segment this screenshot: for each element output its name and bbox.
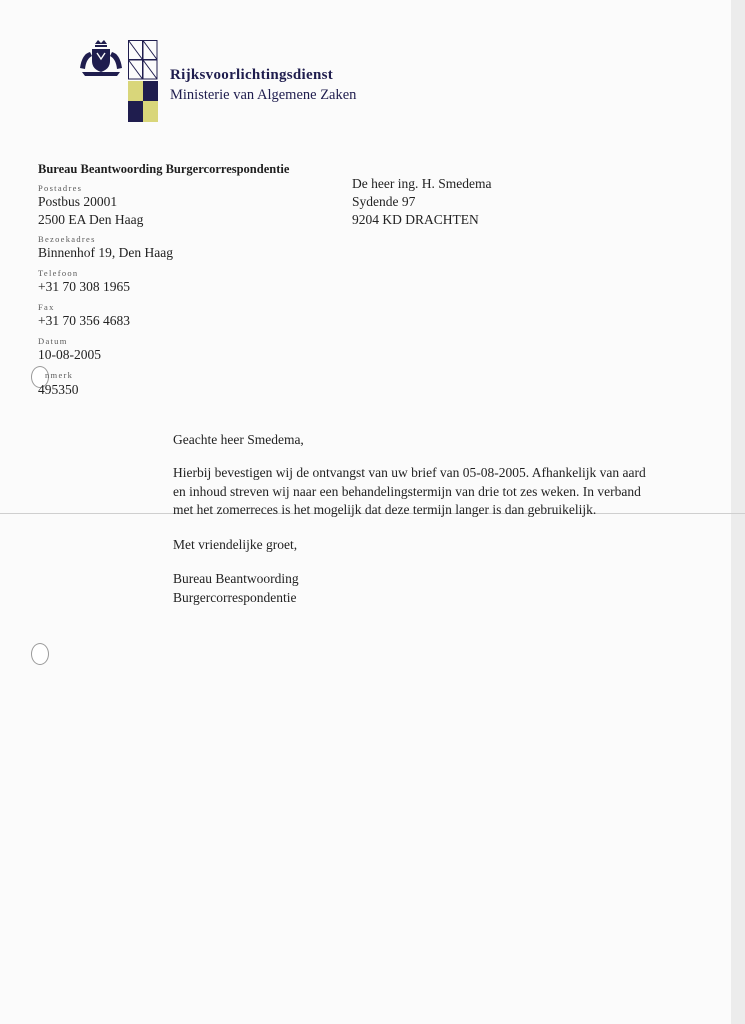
bezoekadres-label: Bezoekadres	[38, 234, 96, 244]
body-paragraph	[173, 464, 713, 520]
postadres-line-2: 2500 EA Den Haag	[38, 212, 144, 227]
paragraph-line: en inhoud streven wij naar een behandelingstermijn van drie tot zes weken. In verband	[173, 483, 641, 499]
postadres-label: Postadres	[38, 183, 83, 193]
paragraph-line: met het zomerreces is het mogelijk dat deze termijn langer is dan gebruikelijk.	[173, 502, 597, 517]
ministry-name: Ministerie van Algemene Zaken	[170, 87, 357, 103]
recipient-line: 9204 KD DRACHTEN	[352, 212, 479, 227]
organization-name: Rijksvoorlichtingsdienst	[170, 67, 334, 83]
coat-of-arms-icon	[76, 38, 126, 80]
datum-value: 10-08-2005	[38, 347, 101, 362]
telefoon-value: +31 70 308 1965	[38, 279, 130, 294]
bezoekadres-value: Binnenhof 19, Den Haag	[38, 245, 173, 260]
closing: Met vriendelijke groet,	[173, 537, 298, 552]
signature-line: Bureau Beantwoording	[173, 571, 299, 586]
fax-label: Fax	[38, 302, 55, 312]
paragraph-line: Hierbij bevestigen wij de ontvangst van uw brief van 05-08-2005. Afhankelijk van aard	[173, 465, 646, 480]
telefoon-label: Telefoon	[38, 268, 79, 278]
punch-hole-bottom	[31, 643, 49, 665]
postadres-line-1: Postbus 20001	[38, 194, 118, 209]
signature	[173, 570, 299, 607]
kenmerk-label: nmerk	[45, 370, 74, 380]
logo-grid-icon	[128, 40, 158, 122]
page-edge-shadow	[731, 0, 745, 1024]
signature-line: Burgercorrespondentie	[173, 589, 297, 605]
recipient-address	[352, 175, 491, 229]
kenmerk-value: 495350	[38, 382, 79, 397]
datum-label: Datum	[38, 336, 68, 346]
recipient-line: Sydende 97	[352, 194, 416, 209]
sender-department: Bureau Beantwoording Burgercorrespondentie	[38, 162, 290, 176]
salutation: Geachte heer Smedema,	[173, 432, 304, 447]
recipient-line: De heer ing. H. Smedema	[352, 176, 492, 191]
fax-value: +31 70 356 4683	[38, 313, 130, 328]
